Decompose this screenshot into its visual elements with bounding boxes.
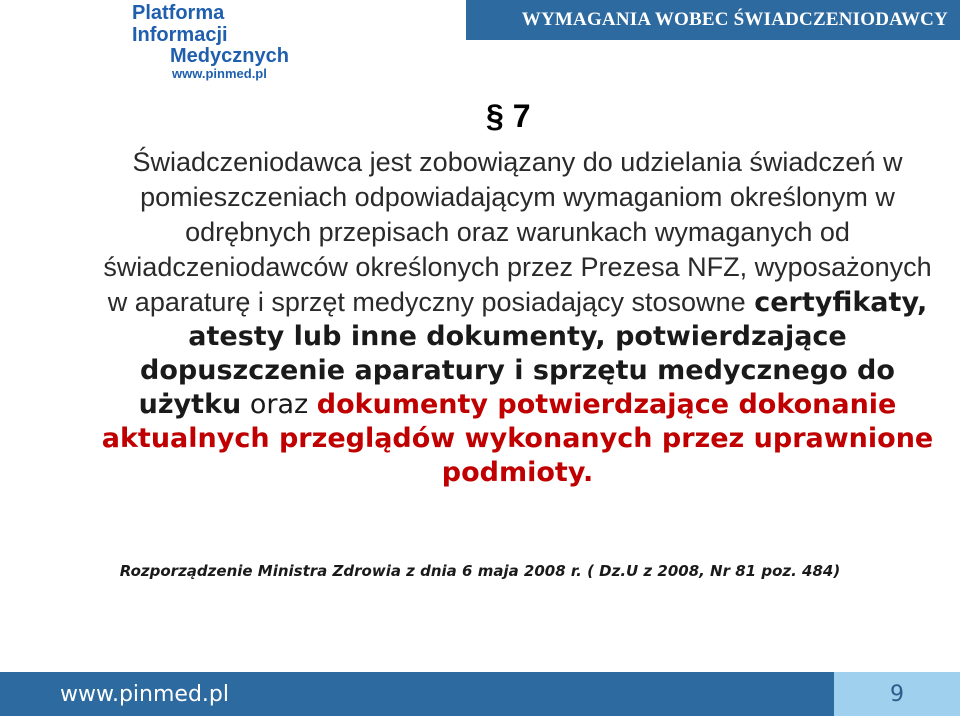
logo-line2: Medycznych: [170, 45, 289, 67]
text-part-period: .: [582, 457, 594, 488]
header-bar: [466, 0, 960, 40]
section-label: § 7: [486, 98, 531, 134]
text-part-connector: oraz: [249, 389, 309, 420]
text-part-plain: Świadczeniodawca jest zobowiązany do udzielania świadczeń w pomieszczeniach odpowiadającym wymaganiom określonym w odrębnych przepisach oraz warunkach wymaganych od świadczeniodawców określonych przez Prezesa NFZ, wyposażonych w aparaturę i sprzęt medyczny posiadający stosowne: [103, 147, 932, 317]
page-number: 9: [834, 672, 960, 716]
text-part-bold: certyfikaty, atesty lub inne dokumenty, potwierdzające dopuszczenie aparatury i sprzętu medycznego do użytku: [138, 287, 928, 420]
text-part-highlight: dokumenty potwierdzające dokonanie aktualnych przeglądów wykonanych przez uprawnione podmioty: [101, 389, 934, 488]
slide-title: WYMAGANIA WOBEC ŚWIADCZENIODAWCY: [521, 9, 948, 30]
regulation-text: [100, 145, 935, 490]
footer-url: www.pinmed.pl: [0, 672, 834, 716]
citation: Rozporządzenie Ministra Zdrowia z dnia 6 maja 2008 r. ( Dz.U z 2008, Nr 81 poz. 484): [119, 562, 841, 580]
logo-line1: Platforma Informacji: [132, 2, 228, 46]
logo: [132, 2, 322, 81]
logo-url: www.pinmed.pl: [172, 66, 267, 81]
footer: [0, 672, 960, 716]
